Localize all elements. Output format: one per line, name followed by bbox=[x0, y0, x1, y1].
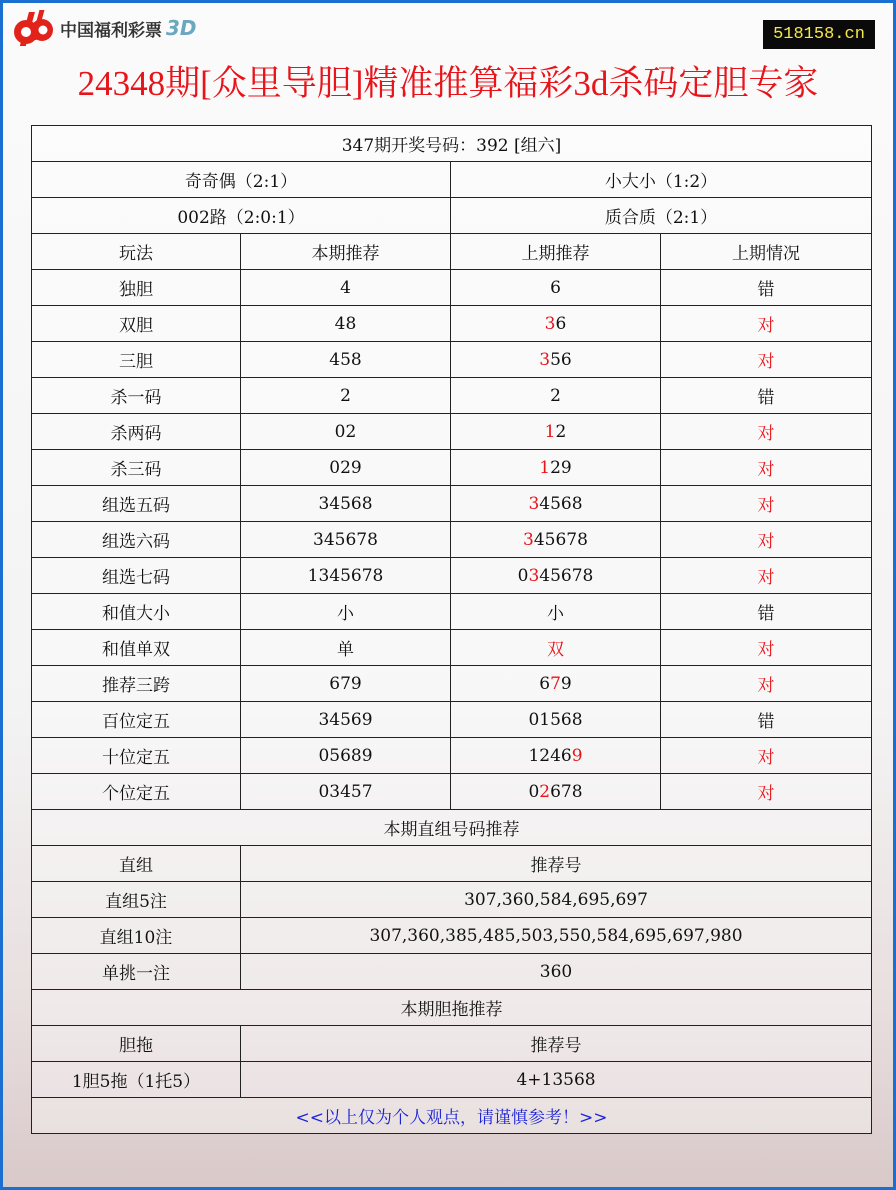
prev-post: 45678 bbox=[539, 565, 594, 586]
play-name: 杀一码 bbox=[32, 378, 241, 414]
prev-post: 56 bbox=[550, 349, 572, 370]
prediction-table bbox=[31, 125, 872, 1134]
play-name: 组选六码 bbox=[32, 522, 241, 558]
column-headers bbox=[32, 234, 872, 270]
previous-pick bbox=[451, 486, 661, 522]
direct-name: 单挑一注 bbox=[32, 954, 241, 990]
table-row bbox=[32, 414, 872, 450]
previous-pick bbox=[451, 738, 661, 774]
table-row bbox=[32, 270, 872, 306]
prev-pre: 0 bbox=[517, 565, 529, 586]
direct-value: 307,360,584,695,697 bbox=[241, 882, 872, 918]
table-row bbox=[32, 522, 872, 558]
previous-result: 对 bbox=[661, 774, 872, 810]
previous-pick bbox=[451, 594, 661, 630]
previous-pick bbox=[451, 558, 661, 594]
prev-post: 6 bbox=[555, 313, 567, 334]
current-pick: 345678 bbox=[241, 522, 451, 558]
current-pick: 34569 bbox=[241, 702, 451, 738]
direct-name: 直组10注 bbox=[32, 918, 241, 954]
table-row bbox=[32, 702, 872, 738]
play-name: 组选七码 bbox=[32, 558, 241, 594]
previous-result: 错 bbox=[661, 378, 872, 414]
table-row bbox=[32, 630, 872, 666]
previous-result: 错 bbox=[661, 270, 872, 306]
table-row bbox=[32, 450, 872, 486]
previous-result: 对 bbox=[661, 342, 872, 378]
disclaimer: <<以上仅为个人观点，请谨慎参考！>> bbox=[32, 1098, 872, 1134]
play-name: 独胆 bbox=[32, 270, 241, 306]
previous-pick bbox=[451, 342, 661, 378]
current-pick: 029 bbox=[241, 450, 451, 486]
previous-pick bbox=[451, 414, 661, 450]
previous-pick bbox=[451, 702, 661, 738]
direct-value: 360 bbox=[241, 954, 872, 990]
play-name: 和值单双 bbox=[32, 630, 241, 666]
play-name: 个位定五 bbox=[32, 774, 241, 810]
table-row bbox=[32, 666, 872, 702]
table-row bbox=[32, 738, 872, 774]
prev-post: 2 bbox=[555, 421, 567, 442]
play-name: 三胆 bbox=[32, 342, 241, 378]
prev-pre: 0 bbox=[528, 781, 540, 802]
big-small: 小大小（1:2） bbox=[451, 162, 872, 198]
prev-pre: 1246 bbox=[528, 745, 572, 766]
prev-post: 29 bbox=[550, 457, 572, 478]
direct-row bbox=[32, 882, 872, 918]
prev-hit: 3 bbox=[539, 349, 551, 370]
prev-post: 01568 bbox=[528, 709, 583, 730]
dantuo-value: 4+13568 bbox=[241, 1062, 872, 1098]
play-name: 十位定五 bbox=[32, 738, 241, 774]
direct-row bbox=[32, 954, 872, 990]
prev-hit: 3 bbox=[523, 529, 534, 550]
logo: 中国福利彩票 3D bbox=[10, 8, 197, 48]
previous-pick bbox=[451, 630, 661, 666]
col-header: 上期情况 bbox=[661, 234, 872, 270]
previous-pick bbox=[451, 774, 661, 810]
direct-col1: 直组 bbox=[32, 846, 241, 882]
play-name: 双胆 bbox=[32, 306, 241, 342]
current-pick: 02 bbox=[241, 414, 451, 450]
play-name: 和值大小 bbox=[32, 594, 241, 630]
dantuo-col2: 推荐号 bbox=[241, 1026, 872, 1062]
direct-value: 307,360,385,485,503,550,584,695,697,980 bbox=[241, 918, 872, 954]
previous-pick bbox=[451, 306, 661, 342]
prev-post: 6 bbox=[550, 277, 561, 298]
table-row bbox=[32, 378, 872, 414]
previous-result: 错 bbox=[661, 594, 872, 630]
previous-pick bbox=[451, 450, 661, 486]
current-pick: 34568 bbox=[241, 486, 451, 522]
page-title: 24348期[众里导胆]精准推算福彩3d杀码定胆专家 bbox=[77, 64, 819, 103]
play-name: 杀两码 bbox=[32, 414, 241, 450]
current-pick: 48 bbox=[241, 306, 451, 342]
current-pick: 小 bbox=[241, 594, 451, 630]
prev-post: 2 bbox=[550, 385, 561, 406]
prev-pre: 6 bbox=[539, 673, 551, 694]
table-row bbox=[32, 594, 872, 630]
previous-pick bbox=[451, 666, 661, 702]
previous-result: 对 bbox=[661, 630, 872, 666]
direct-row bbox=[32, 918, 872, 954]
previous-result: 错 bbox=[661, 702, 872, 738]
current-pick: 458 bbox=[241, 342, 451, 378]
table-row bbox=[32, 486, 872, 522]
prime-composite: 质合质（2:1） bbox=[451, 198, 872, 234]
previous-result: 对 bbox=[661, 486, 872, 522]
previous-result: 对 bbox=[661, 414, 872, 450]
dantuo-col1: 胆拖 bbox=[32, 1026, 241, 1062]
odd-even: 奇奇偶（2:1） bbox=[32, 162, 451, 198]
previous-pick bbox=[451, 270, 661, 306]
col-header: 本期推荐 bbox=[241, 234, 451, 270]
route: 002路（2:0:1） bbox=[32, 198, 451, 234]
current-pick: 单 bbox=[241, 630, 451, 666]
welfare-lottery-logo-icon bbox=[10, 8, 56, 48]
previous-result: 对 bbox=[661, 522, 872, 558]
direct-name: 直组5注 bbox=[32, 882, 241, 918]
prev-post: 小 bbox=[547, 604, 564, 624]
prev-post: 4568 bbox=[539, 493, 583, 514]
current-pick: 1345678 bbox=[241, 558, 451, 594]
prev-hit: 3 bbox=[544, 313, 556, 334]
prev-hit: 1 bbox=[544, 421, 556, 442]
prev-hit: 双 bbox=[547, 640, 564, 660]
prev-post: 45678 bbox=[533, 529, 588, 550]
site-badge: 518158.cn bbox=[763, 20, 875, 49]
table-row bbox=[32, 306, 872, 342]
current-pick: 679 bbox=[241, 666, 451, 702]
current-pick: 4 bbox=[241, 270, 451, 306]
prev-hit: 7 bbox=[550, 673, 561, 694]
previous-pick bbox=[451, 378, 661, 414]
current-pick: 2 bbox=[241, 378, 451, 414]
previous-result: 对 bbox=[661, 306, 872, 342]
previous-pick bbox=[451, 522, 661, 558]
current-pick: 03457 bbox=[241, 774, 451, 810]
prev-hit: 2 bbox=[539, 781, 551, 802]
prev-hit: 9 bbox=[571, 745, 583, 766]
table-row bbox=[32, 558, 872, 594]
draw-result: 347期开奖号码：392 [组六] bbox=[32, 126, 872, 162]
previous-result: 对 bbox=[661, 666, 872, 702]
dantuo-row bbox=[32, 1062, 872, 1098]
prev-post: 678 bbox=[550, 781, 583, 802]
play-name: 推荐三跨 bbox=[32, 666, 241, 702]
previous-result: 对 bbox=[661, 558, 872, 594]
dantuo-heading: 本期胆拖推荐 bbox=[32, 990, 872, 1026]
table-row bbox=[32, 342, 872, 378]
prev-hit: 3 bbox=[528, 565, 540, 586]
prev-post: 9 bbox=[560, 673, 572, 694]
prev-hit: 1 bbox=[539, 457, 551, 478]
previous-result: 对 bbox=[661, 450, 872, 486]
play-name: 百位定五 bbox=[32, 702, 241, 738]
col-header: 玩法 bbox=[32, 234, 241, 270]
col-header: 上期推荐 bbox=[451, 234, 661, 270]
play-name: 组选五码 bbox=[32, 486, 241, 522]
direct-heading: 本期直组号码推荐 bbox=[32, 810, 872, 846]
previous-result: 对 bbox=[661, 738, 872, 774]
prev-hit: 3 bbox=[528, 493, 540, 514]
table-row bbox=[32, 774, 872, 810]
direct-col2: 推荐号 bbox=[241, 846, 872, 882]
dantuo-name: 1胆5拖（1托5） bbox=[32, 1062, 241, 1098]
current-pick: 05689 bbox=[241, 738, 451, 774]
play-name: 杀三码 bbox=[32, 450, 241, 486]
